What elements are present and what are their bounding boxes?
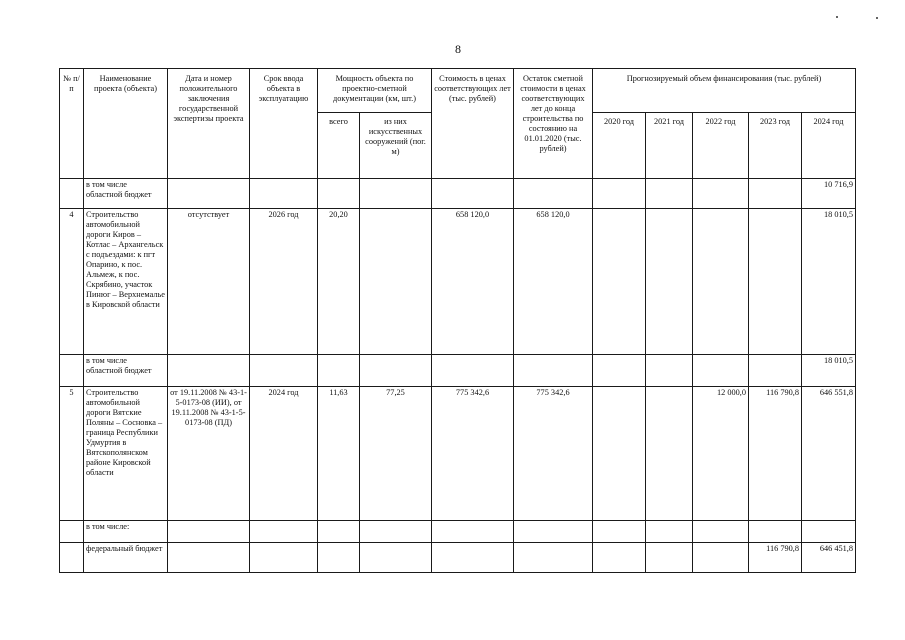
cell-total xyxy=(318,521,360,543)
header-year-2024: 2024 год xyxy=(802,113,856,179)
page-number: 8 xyxy=(455,42,461,56)
cell-remaining xyxy=(514,521,593,543)
cell-no xyxy=(60,179,84,209)
cell-2021 xyxy=(646,521,693,543)
cell-term: 2026 год xyxy=(250,209,318,355)
header-row-1 xyxy=(60,69,856,113)
header-capacity: Мощность объекта по проектно-сметной документации (км, шт.) xyxy=(318,69,432,113)
cell-2021 xyxy=(646,387,693,521)
cell-name: в том числе областной бюджет xyxy=(84,355,168,387)
cell-2020 xyxy=(593,179,646,209)
header-capacity-artificial: из них искусственных сооружений (пог. м) xyxy=(360,113,432,179)
cell-term xyxy=(250,521,318,543)
cell-date xyxy=(168,521,250,543)
cell-total: 11,63 xyxy=(318,387,360,521)
table-row xyxy=(60,543,856,573)
cell-2024 xyxy=(802,521,856,543)
cell-2022: 12 000,0 xyxy=(693,387,749,521)
cell-remaining: 775 342,6 xyxy=(514,387,593,521)
financing-table xyxy=(59,68,856,573)
cell-artificial xyxy=(360,179,432,209)
cell-2024: 646 451,8 xyxy=(802,543,856,573)
cell-2022 xyxy=(693,209,749,355)
cell-2024: 10 716,9 xyxy=(802,179,856,209)
scan-speck xyxy=(836,16,838,18)
cell-remaining xyxy=(514,179,593,209)
cell-name: в том числе: xyxy=(84,521,168,543)
cell-no xyxy=(60,543,84,573)
table-row xyxy=(60,387,856,521)
cell-cost: 775 342,6 xyxy=(432,387,514,521)
cell-name: Строительство автомобильной дороги Вятские Поляны – Сосновка – граница Республики Удмуртия в Вятскополянском районе Кировской области xyxy=(84,387,168,521)
cell-name: федеральный бюджет xyxy=(84,543,168,573)
cell-2021 xyxy=(646,543,693,573)
cell-2020 xyxy=(593,209,646,355)
cell-total xyxy=(318,179,360,209)
cell-term: 2024 год xyxy=(250,387,318,521)
cell-name: в том числе областной бюджет xyxy=(84,179,168,209)
cell-2022 xyxy=(693,355,749,387)
cell-date xyxy=(168,179,250,209)
cell-2020 xyxy=(593,355,646,387)
cell-date: от 19.11.2008 № 43-1-5-0173-08 (ИИ), от 19.11.2008 № 43-1-5-0173-08 (ПД) xyxy=(168,387,250,521)
cell-no: 5 xyxy=(60,387,84,521)
cell-2020 xyxy=(593,387,646,521)
header-no: № п/п xyxy=(60,69,84,179)
cell-2023 xyxy=(749,179,802,209)
cell-artificial xyxy=(360,209,432,355)
cell-cost: 658 120,0 xyxy=(432,209,514,355)
header-date-expertise: Дата и номер положительного заключения государственной экспертизы проекта xyxy=(168,69,250,179)
cell-artificial: 77,25 xyxy=(360,387,432,521)
header-year-2022: 2022 год xyxy=(693,113,749,179)
cell-date: отсутствует xyxy=(168,209,250,355)
cell-artificial xyxy=(360,543,432,573)
table-row xyxy=(60,209,856,355)
cell-2023 xyxy=(749,521,802,543)
header-year-2021: 2021 год xyxy=(646,113,693,179)
cell-2023 xyxy=(749,355,802,387)
cell-2020 xyxy=(593,521,646,543)
cell-total xyxy=(318,355,360,387)
cell-2022 xyxy=(693,521,749,543)
cell-cost xyxy=(432,179,514,209)
cell-term xyxy=(250,179,318,209)
scan-speck xyxy=(876,17,878,19)
header-year-2023: 2023 год xyxy=(749,113,802,179)
cell-2024: 646 551,8 xyxy=(802,387,856,521)
cell-2022 xyxy=(693,543,749,573)
cell-remaining xyxy=(514,543,593,573)
cell-2024: 18 010,5 xyxy=(802,209,856,355)
cell-remaining: 658 120,0 xyxy=(514,209,593,355)
cell-total xyxy=(318,543,360,573)
cell-no xyxy=(60,521,84,543)
cell-cost xyxy=(432,521,514,543)
cell-cost xyxy=(432,355,514,387)
cell-2023: 116 790,8 xyxy=(749,543,802,573)
cell-2023: 116 790,8 xyxy=(749,387,802,521)
header-remaining: Остаток сметной стоимости в ценах соответствующих лет до конца строительства по состоянию на 01.01.2020 (тыс. рублей) xyxy=(514,69,593,179)
cell-total: 20,20 xyxy=(318,209,360,355)
cell-2021 xyxy=(646,179,693,209)
cell-2023 xyxy=(749,209,802,355)
cell-date xyxy=(168,543,250,573)
cell-artificial xyxy=(360,521,432,543)
header-commission-term: Срок ввода объекта в эксплуатацию xyxy=(250,69,318,179)
cell-date xyxy=(168,355,250,387)
table-row xyxy=(60,521,856,543)
table-row xyxy=(60,179,856,209)
cell-2021 xyxy=(646,209,693,355)
header-cost: Стоимость в ценах соответствующих лет (тыс. рублей) xyxy=(432,69,514,179)
cell-name: Строительство автомобильной дороги Киров – Котлас – Архангельск с подъездами: к пгт Опарино, к пос. Альмеж, к пос. Скрябино, участок Пинюг – Верхнемалье в Кировской области xyxy=(84,209,168,355)
cell-no: 4 xyxy=(60,209,84,355)
cell-2022 xyxy=(693,179,749,209)
cell-2021 xyxy=(646,355,693,387)
cell-2024: 18 010,5 xyxy=(802,355,856,387)
header-name: Наименование проекта (объекта) xyxy=(84,69,168,179)
cell-cost xyxy=(432,543,514,573)
cell-term xyxy=(250,355,318,387)
header-forecast: Прогнозируемый объем финансирования (тыс. рублей) xyxy=(593,69,856,113)
header-capacity-total: всего xyxy=(318,113,360,179)
cell-remaining xyxy=(514,355,593,387)
cell-2020 xyxy=(593,543,646,573)
cell-term xyxy=(250,543,318,573)
table-row xyxy=(60,355,856,387)
cell-no xyxy=(60,355,84,387)
header-year-2020: 2020 год xyxy=(593,113,646,179)
cell-artificial xyxy=(360,355,432,387)
